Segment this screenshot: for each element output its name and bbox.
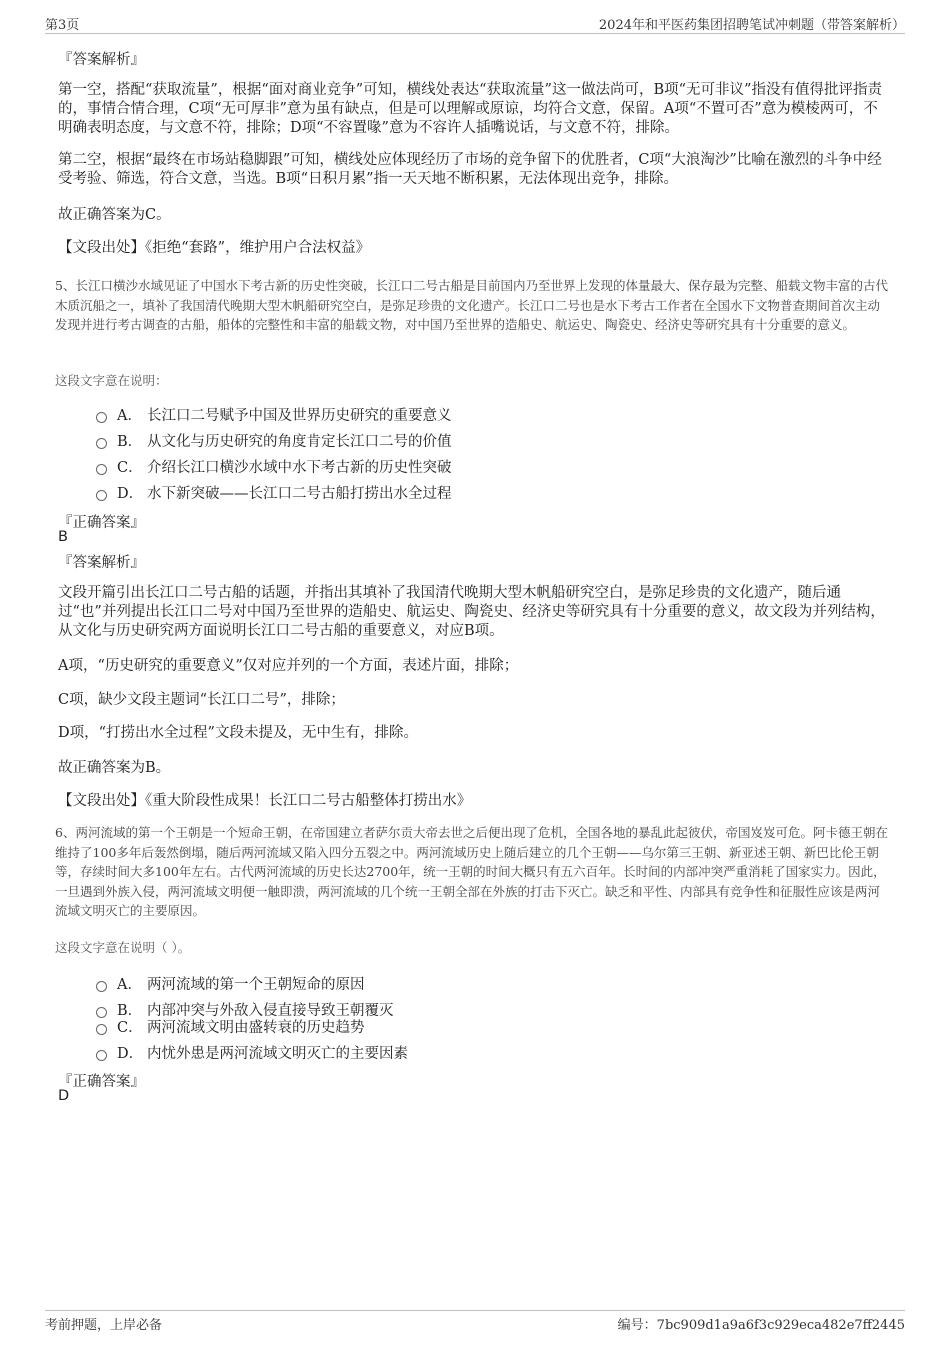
q4-source: 【文段出处】《拒绝“套路”，维护用户合法权益》 [58,240,371,256]
q5-note-c: C项，缺少文段主题词“长江口二号”，排除； [58,692,345,708]
radio-button-icon[interactable] [96,464,107,475]
q5-analysis: 文段开篇引出长江口二号古船的话题，并指出其填补了我国清代晚期大型木帆船研究空白，是弥足珍贵的文化遗产，随后通过“也”并列提出长江口二号对中国乃至世界的造船史、航运史、陶瓷史、经济史等研究具有十分重要的意义，故文段为并列结构，从文化与历史研究两方面说明长江口二号古船的重要意义，对应B项。 [58,585,885,639]
footer-serial: 编号：7bc909d1a9a6f3c929eca482e7ff2445 [617,1318,905,1333]
q6-answer: D [58,1088,70,1104]
q5-conclusion: 故正确答案为B。 [58,760,171,776]
q5-note-d: D项，“打捞出水全过程”文段未提及，无中生有，排除。 [58,725,418,741]
q5-option-c[interactable]: C． 介绍长江口横沙水域中水下考古新的历史性突破 [96,456,452,477]
q4-analysis-para1: 第一空，搭配“获取流量”，根据“面对商业竞争”可知，横线处表达“获取流量”这一做法尚可，B项“无可非议”指没有值得批评指责的，事情合情合理，C项“无可厚非”意为虽有缺点，但是可以理解或原谅，均符合文意，保留。A项“不置可否”意为模棱两可，不明确表明态度，与文意不符，排除；D项“不容置喙”意为不容许人插嘴说话，与文意不符，排除。 [58,82,882,136]
radio-button-icon[interactable] [96,412,107,423]
page-number: 第3页 [45,18,80,33]
q6-option-d[interactable]: D． 内忧外患是两河流域文明灭亡的主要因素 [96,1042,408,1063]
q5-text: 5、长江口横沙水域见证了中国水下考古新的历史性突破，长江口二号古船是目前国内乃至世界上发现的体量最大、保存最为完整、船载文物丰富的古代木质沉船之一，填补了我国清代晚期大型木帆船研究空白，是弥足珍贵的文化遗产。长江口二号也是水下考古工作者在全国水下文物普查期间首次主动发现并进行考古调查的古船，船体的完整性和丰富的船载文物，对中国乃至世界的造船史、航运史、陶瓷史、经济史等研究具有十分重要的意义。 [55,278,888,332]
q6-stem: 这段文字意在说明（ ）。 [55,940,191,955]
q5-source: 【文段出处】《重大阶段性成果！长江口二号古船整体打捞出水》 [58,793,472,809]
q6-option-a[interactable]: A． 两河流域的第一个王朝短命的原因 [96,973,365,994]
q6-option-c[interactable]: C． 两河流域文明由盛转衰的历史趋势 [96,1016,365,1037]
q5-note-a: A项，“历史研究的重要意义”仅对应并列的一个方面，表述片面，排除； [58,658,519,674]
q5-option-a[interactable]: A． 长江口二号赋予中国及世界历史研究的重要意义 [96,404,452,425]
q5-option-b[interactable]: B． 从文化与历史研究的角度肯定长江口二号的价值 [96,430,452,451]
radio-button-icon[interactable] [96,490,107,501]
radio-button-icon[interactable] [96,981,107,992]
document-title: 2024年和平医药集团招聘笔试冲刺题（带答案解析） [598,18,905,33]
q5-stem: 这段文字意在说明： [55,373,168,388]
footer-divider [45,1310,905,1311]
radio-button-icon[interactable] [96,1050,107,1061]
q6-answer-label: 『正确答案』 [58,1074,145,1090]
header-divider [45,33,905,34]
q5-answer: B [58,529,68,545]
footer-slogan: 考前押题，上岸必备 [45,1318,163,1333]
q6-option-b[interactable]: B． 内部冲突与外敌入侵直接导致王朝覆灭 [96,999,394,1020]
q5-answer-label: 『正确答案』 [58,515,145,531]
q6-text: 6、两河流域的第一个王朝是一个短命王朝，在帝国建立者萨尔贡大帝去世之后便出现了危机，全国各地的暴乱此起彼伏，帝国岌岌可危。阿卡德王朝在维持了100多年后轰然倒塌，随后两河流域又陷入四分五裂之中。两河流域历史上随后建立的几个王朝——乌尔第三王朝、新亚述王朝、新巴比伦王朝等，存续时间大多100年左右。古代两河流域的历史长达2700年，统一王朝的时间大概只有五六百年。长时间的内部冲突严重消耗了国家实力。因此，一旦遇到外族入侵，两河流域文明便一触即溃，两河流域的几个统一王朝全部在外族的打击下灭亡。缺乏和平性、内部具有竞争性和征服性应该是两河流域文明灭亡的主要原因。 [55,825,888,918]
q4-analysis-para2: 第二空，根据“最终在市场站稳脚跟”可知，横线处应体现经历了市场的竞争留下的优胜者，C项“大浪淘沙”比喻在激烈的斗争中经受考验、筛选，符合文意，当选。B项“日积月累”指一天天地不断积累，无法体现出竞争，排除。 [58,152,882,187]
q5-analysis-label: 『答案解析』 [58,555,145,571]
q4-conclusion: 故正确答案为C。 [58,207,171,223]
q4-analysis-label: 『答案解析』 [58,52,145,68]
radio-button-icon[interactable] [96,438,107,449]
q5-option-d[interactable]: D． 水下新突破——长江口二号古船打捞出水全过程 [96,482,452,503]
radio-button-icon[interactable] [96,1024,107,1035]
